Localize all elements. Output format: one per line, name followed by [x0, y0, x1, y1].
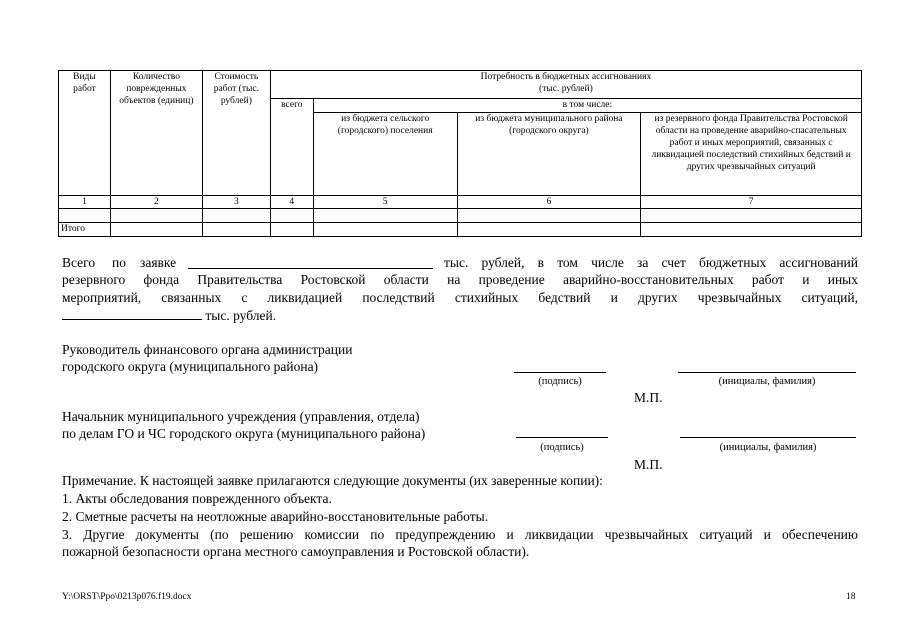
summary-line2: резервного фонда Правительства Ростовской области на проведение аварийно-восстановительных работ и иных	[62, 272, 858, 287]
page-number: 18	[846, 592, 856, 602]
signer2-stamp-label: М.П.	[634, 457, 663, 472]
footer-file-path: Y:\ORST\Ppo\0213p076.f19.docx	[62, 592, 192, 602]
table-cell	[457, 209, 641, 223]
summary-word: Всего	[62, 255, 96, 270]
header-cost: Стоимость работ (тыс. рублей)	[202, 71, 270, 196]
header-budget-need	[270, 71, 861, 99]
summary-line1-rest: тыс. рублей, в том числе за счет бюджетных ассигнований	[444, 255, 858, 270]
column-number: 4	[270, 196, 313, 209]
table-cell	[202, 223, 270, 237]
header-municipal-budget: из бюджета муниципального района (городского округа)	[457, 113, 641, 196]
summary-word: по	[112, 255, 126, 270]
signer1-signature-line	[514, 372, 606, 373]
column-number-row	[59, 196, 862, 209]
signer2-title-line1: Начальник муниципального учреждения (управления, отдела)	[62, 409, 420, 424]
summary-line4-suffix: тыс. рублей.	[205, 308, 277, 323]
empty-data-row	[59, 209, 862, 223]
table-cell	[270, 209, 313, 223]
signer2-initials-caption: (инициалы, фамилия)	[719, 442, 817, 453]
table-cell	[202, 209, 270, 223]
summary-line3: мероприятий, связанных с ликвидацией последствий стихийных бедствий и других чрезвычайных ситуаций,	[62, 290, 858, 305]
note-item-3-line2: пожарной безопасности органа местного самоуправления и Ростовской области).	[62, 544, 530, 559]
column-number: 1	[59, 196, 111, 209]
table-cell	[641, 209, 862, 223]
signer1-initials-caption: (инициалы, фамилия)	[718, 376, 816, 387]
header-rural-budget: из бюджета сельского (городского) поселения	[313, 113, 457, 196]
header-budget-need-line1: Потребность в бюджетных ассигнованиях	[480, 72, 652, 82]
note-item-1: 1. Акты обследования поврежденного объекта.	[62, 491, 332, 506]
column-number: 5	[313, 196, 457, 209]
header-work-types: Виды работ	[59, 71, 111, 196]
column-number: 6	[457, 196, 641, 209]
signer1-title-line1: Руководитель финансового органа администрации	[62, 342, 353, 357]
signer1-signature-caption: (подпись)	[538, 376, 582, 387]
signer1-title-line2: городского округа (муниципального района)	[62, 359, 319, 374]
table-cell	[270, 223, 313, 237]
total-amount-blank	[188, 268, 433, 269]
header-total: всего	[270, 99, 313, 196]
header-damaged-objects: Количество поврежденных объектов (единиц)	[110, 71, 202, 196]
table-cell	[313, 223, 457, 237]
summary-line4	[62, 307, 276, 324]
total-row-label: Итого	[59, 223, 111, 237]
column-number: 2	[110, 196, 202, 209]
summary-word: заявке	[140, 255, 177, 270]
note-item-2: 2. Сметные расчеты на неотложные аварийно-восстановительные работы.	[62, 509, 489, 524]
total-row	[59, 223, 862, 237]
header-including: в том числе:	[313, 99, 861, 113]
note-item-3-line1: 3. Другие документы (по решению комиссии по предупреждению и ликвидации чрезвычайных ситуаций и обеспечению	[62, 527, 858, 542]
request-table	[58, 70, 862, 237]
table-cell	[59, 209, 111, 223]
signer2-signature-caption: (подпись)	[540, 442, 584, 453]
note-intro: Примечание. К настоящей заявке прилагаются следующие документы (их заверенные копии):	[62, 473, 603, 488]
header-budget-need-line2: (тыс. рублей)	[539, 84, 593, 94]
signer2-title-line2: по делам ГО и ЧС городского округа (муниципального района)	[62, 426, 426, 441]
column-number: 7	[641, 196, 862, 209]
signer2-signature-line	[516, 437, 608, 438]
table-cell	[641, 223, 862, 237]
header-reserve-fund: из резервного фонда Правительства Ростовской области на проведение аварийно-спасательных работ и иных мероприятий, связанных с ликвидацией последствий стихийных бедствий и других чрезвычайных ситуаций	[641, 113, 862, 196]
table-cell	[313, 209, 457, 223]
table-cell	[110, 209, 202, 223]
reserve-amount-blank	[62, 307, 202, 320]
table-cell	[457, 223, 641, 237]
table-cell	[110, 223, 202, 237]
signer1-stamp-label: М.П.	[634, 390, 663, 405]
column-number: 3	[202, 196, 270, 209]
signer1-initials-line	[678, 372, 856, 373]
signer2-initials-line	[680, 437, 856, 438]
